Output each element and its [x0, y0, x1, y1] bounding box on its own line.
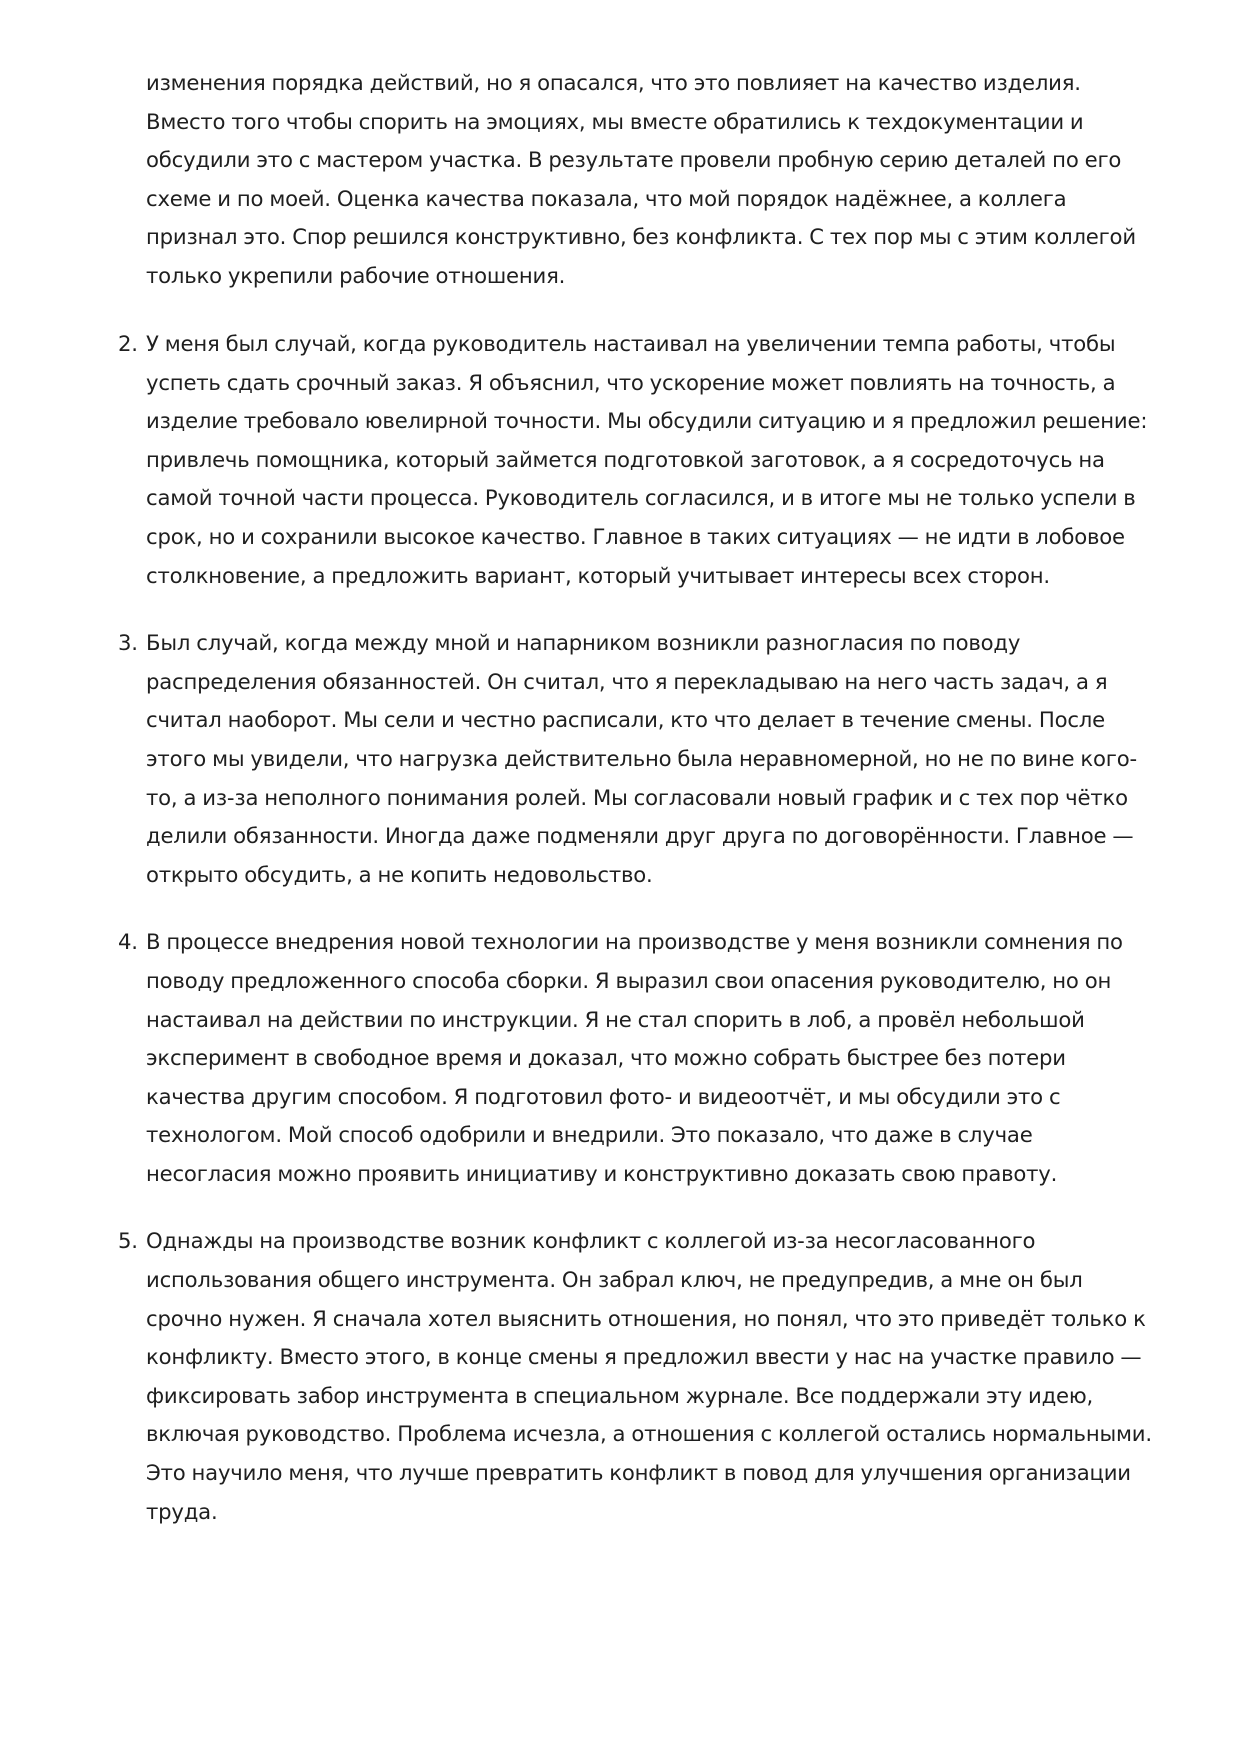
list-item	[118, 1222, 1156, 1531]
numbered-list	[118, 325, 1156, 1560]
list-item-text: Однажды на производстве возник конфликт с коллегой из-за несогласованного использования общего инструмента. Он забрал ключ, не предупредив, а мне он был срочно нужен. Я сначала хотел выяснить отношения, но понял, что это приведёт только к конфликту. Вместо этого, в конце смены я предложил ввести у нас на участке правило — фиксировать забор инструмента в специальном журнале. Все поддержали эту идею, включая руководство. Проблема исчезла, а отношения с коллегой остались нормальными. Это научило меня, что лучше превратить конфликт в повод для улучшения организации труда.	[146, 1228, 1152, 1524]
list-item-text: У меня был случай, когда руководитель настаивал на увеличении темпа работы, чтобы успеть сдать срочный заказ. Я объяснил, что ускорение может повлиять на точность, а изделие требовало ювелирной точности. Мы обсудили ситуацию и я предложил решение: привлечь помощника, который займется подготовкой заготовок, а я сосредоточусь на самой точной части процесса. Руководитель согласился, и в итоге мы не только успели в срок, но и сохранили высокое качество. Главное в таких ситуациях — не идти в лобовое столкновение, а предложить вариант, который учитывает интересы всех сторон.	[146, 331, 1148, 588]
continuation-paragraph: изменения порядка действий, но я опасался, что это повлияет на качество изделия. Вместо того чтобы спорить на эмоциях, мы вместе обратились к техдокументации и обсудили это с мастером участка. В результате провели пробную серию деталей по его схеме и по моей. Оценка качества показала, что мой порядок надёжнее, а коллега признал это. Спор решился конструктивно, без конфликта. С тех пор мы с этим коллегой только укрепили рабочие отношения.	[146, 70, 1136, 288]
list-item-number: 5.	[118, 1228, 138, 1254]
list-item-number: 4.	[118, 929, 138, 955]
list-item	[118, 624, 1156, 894]
list-item-number: 3.	[118, 630, 138, 656]
list-item-number: 2.	[118, 331, 138, 356]
list-item	[118, 923, 1156, 1193]
list-item-text: Был случай, когда между мной и напарником возникли разногласия по поводу распределения обязанностей. Он считал, что я перекладываю на него часть задач, а я считал наоборот. Мы сели и честно расписали, кто что делает в течение смены. После этого мы увидели, что нагрузка действительно была неравномерной, но не по вине кого-то, а из-за неполного понимания ролей. Мы согласовали новый график и с тех пор чётко делили обязанности. Иногда даже подменяли друг друга по договорённости. Главное — открыто обсудить, а не копить недовольство.	[146, 630, 1137, 887]
list-item	[118, 325, 1156, 595]
list-item-text: В процессе внедрения новой технологии на производстве у меня возникли сомнения по поводу предложенного способа сборки. Я выразил свои опасения руководителю, но он настаивал на действии по инструкции. Я не стал спорить в лоб, а провёл небольшой эксперимент в свободное время и доказал, что можно собрать быстрее без потери качества другим способом. Я подготовил фото- и видеоотчёт, и мы обсудили это с технологом. Мой способ одобрили и внедрили. Это показало, что даже в случае несогласия можно проявить инициативу и конструктивно доказать свою правоту.	[146, 929, 1123, 1186]
